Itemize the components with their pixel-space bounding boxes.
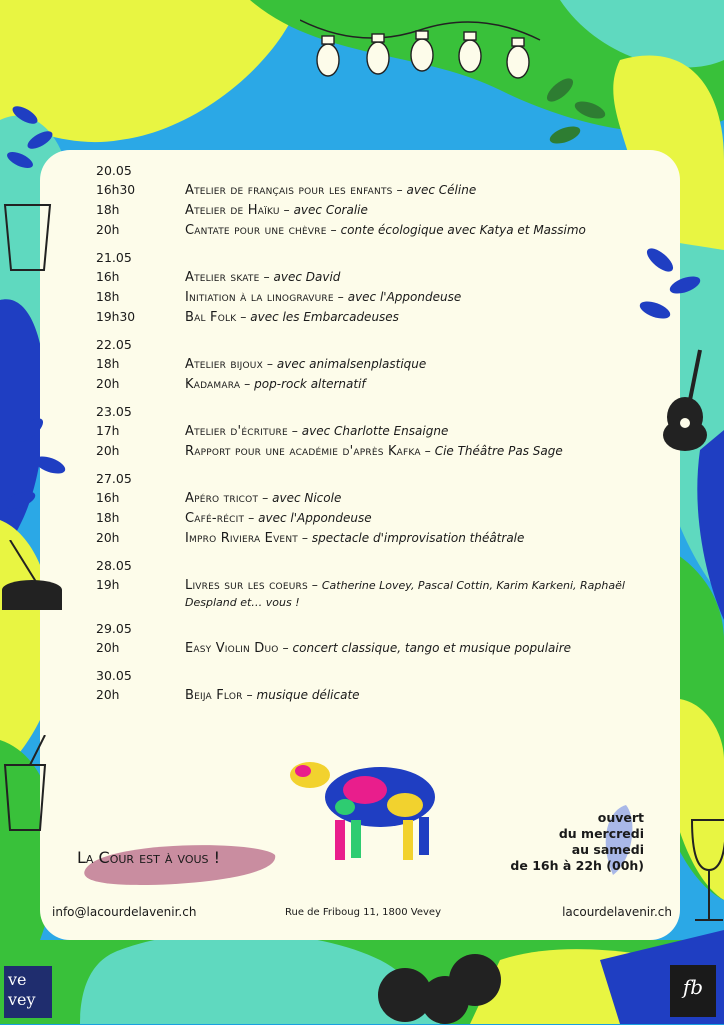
petanque-balls-icon [375, 945, 505, 1025]
event-time: 20h [96, 531, 120, 545]
event-row: 19h30 Bal Folk – avec les Embarcadeuses [96, 307, 656, 327]
event-detail: avec l'Appondeuse [347, 290, 462, 304]
event-row: 20h Easy Violin Duo – concert classique, tango et musique populaire [96, 638, 656, 658]
event-detail: avec David [273, 270, 341, 284]
event-time: 18h [96, 290, 120, 304]
event-detail: avec Charlotte Ensaigne [301, 424, 449, 438]
event-row: 17h Atelier d'écriture – avec Charlotte Ensaigne [96, 421, 656, 441]
event-row: 19h Livres sur les coeurs – Catherine Lovey, Pascal Cottin, Karim Karkeni, Raphaël Despland et… vous ! [96, 578, 625, 609]
event-time: 19h30 [96, 310, 136, 324]
day-date: 27.05 [96, 471, 132, 486]
event-detail: avec Céline [406, 183, 477, 197]
event-time: 20h [96, 377, 120, 391]
day-date: 20.05 [96, 163, 132, 178]
event-time: 18h [96, 511, 120, 525]
event-detail: avec Coralie [293, 203, 368, 217]
event-row: 18h Atelier de Haïku – avec Coralie [96, 200, 656, 220]
event-time: 20h [96, 688, 120, 702]
hours-line: ouvert [597, 810, 644, 825]
day-date: 28.05 [96, 558, 132, 573]
day-date: 30.05 [96, 668, 132, 683]
event-detail: avec l'Appondeuse [258, 511, 372, 525]
event-time: 20h [96, 223, 120, 237]
day-block [96, 620, 656, 658]
day-block [96, 403, 656, 461]
tagline: La Cour est à vous ! [77, 848, 221, 867]
event-title: Beija Flor [185, 688, 243, 703]
event-row: 16h Apéro tricot – avec Nicole [96, 488, 656, 508]
event-row: 20h Beija Flor – musique délicate [96, 685, 656, 705]
event-title: Café-récit [185, 511, 245, 526]
hours-line: de 16h à 22h (00h) [510, 858, 644, 873]
event-row: 20h Cantate pour une chèvre – conte écologique avec Katya et Massimo [96, 220, 656, 240]
event-row: 16h Atelier skate – avec David [96, 267, 656, 287]
event-time: 18h [96, 357, 120, 371]
vevey-logo: ve vey [4, 966, 52, 1018]
event-time: 19h [96, 578, 120, 592]
event-title: Atelier de français pour les enfants [185, 183, 393, 198]
cow-icon [285, 745, 445, 870]
event-title: Bal Folk [185, 310, 237, 325]
leaf-icon [0, 410, 80, 530]
event-title: Kadamara [185, 377, 241, 392]
day-date: 21.05 [96, 250, 132, 265]
event-title: Atelier d'écriture [185, 424, 288, 439]
pot-icon [0, 540, 70, 620]
event-detail: Catherine Lovey, Pascal Cottin, Karim Karkeni, Raphaël Despland et… vous ! [185, 579, 625, 609]
day-block [96, 162, 656, 240]
event-title: Atelier de Haïku [185, 203, 280, 218]
event-detail: spectacle d'improvisation théâtrale [311, 531, 525, 545]
wine-glass-icon [690, 815, 724, 935]
event-time: 20h [96, 444, 120, 458]
website-link[interactable]: lacourdelavenir.ch [562, 905, 672, 919]
email-link[interactable]: info@lacourdelavenir.ch [52, 905, 197, 919]
event-row: 20h Impro Riviera Event – spectacle d'improvisation théâtrale [96, 528, 656, 548]
day-block [96, 336, 656, 394]
day-block [96, 249, 656, 327]
day-date: 22.05 [96, 337, 132, 352]
glass-icon [0, 195, 60, 275]
event-detail: conte écologique avec Katya et Massimo [340, 223, 586, 237]
event-title: Atelier bijoux [185, 357, 263, 372]
leaf-icon [530, 70, 620, 170]
day-block [96, 470, 656, 548]
event-detail: avec Nicole [272, 491, 342, 505]
drink-icon [0, 735, 60, 835]
event-detail: musique délicate [256, 688, 360, 702]
event-title: Rapport pour une académie d'après Kafka [185, 444, 421, 459]
day-date: 23.05 [96, 404, 132, 419]
event-title: Livres sur les coeurs [185, 578, 308, 593]
leaf-icon [5, 95, 65, 185]
event-time: 18h [96, 203, 120, 217]
event-detail: Cie Théâtre Pas Sage [434, 444, 563, 458]
hours-line: du mercredi [558, 826, 644, 841]
event-title: Cantate pour une chèvre [185, 223, 327, 238]
event-time: 20h [96, 641, 120, 655]
schedule [96, 162, 656, 714]
event-row: 16h30 Atelier de français pour les enfants – avec Céline [96, 180, 656, 200]
day-date: 29.05 [96, 621, 132, 636]
event-detail: avec animalsenplastique [276, 357, 427, 371]
hours-line: au samedi [571, 842, 644, 857]
event-title: Apéro tricot [185, 491, 259, 506]
day-block [96, 667, 656, 705]
fb-logo: fb [670, 965, 716, 1017]
event-detail: pop-rock alternatif [254, 377, 366, 391]
day-block [96, 557, 656, 611]
event-row: 18h Initiation à la linogravure – avec l'Appondeuse [96, 287, 656, 307]
event-time: 16h [96, 491, 120, 505]
event-title: Atelier skate [185, 270, 260, 285]
event-row: 20h Rapport pour une académie d'après Kafka – Cie Théâtre Pas Sage [96, 441, 656, 461]
string-lights-icon [300, 0, 560, 100]
event-title: Easy Violin Duo [185, 641, 279, 656]
event-row: 18h Atelier bijoux – avec animalsenplastique [96, 354, 656, 374]
opening-hours [510, 810, 644, 874]
event-title: Impro Riviera Event [185, 531, 298, 546]
event-time: 16h30 [96, 183, 136, 197]
event-row: 20h Kadamara – pop-rock alternatif [96, 374, 656, 394]
event-time: 17h [96, 424, 120, 438]
event-detail: avec les Embarcadeuses [250, 310, 399, 324]
guitar-icon [660, 345, 720, 455]
event-time: 16h [96, 270, 120, 284]
event-title: Initiation à la linogravure [185, 290, 334, 305]
address: Rue de Friboug 11, 1800 Vevey [285, 907, 442, 918]
event-detail: concert classique, tango et musique populaire [292, 641, 572, 655]
event-row: 18h Café-récit – avec l'Appondeuse [96, 508, 656, 528]
